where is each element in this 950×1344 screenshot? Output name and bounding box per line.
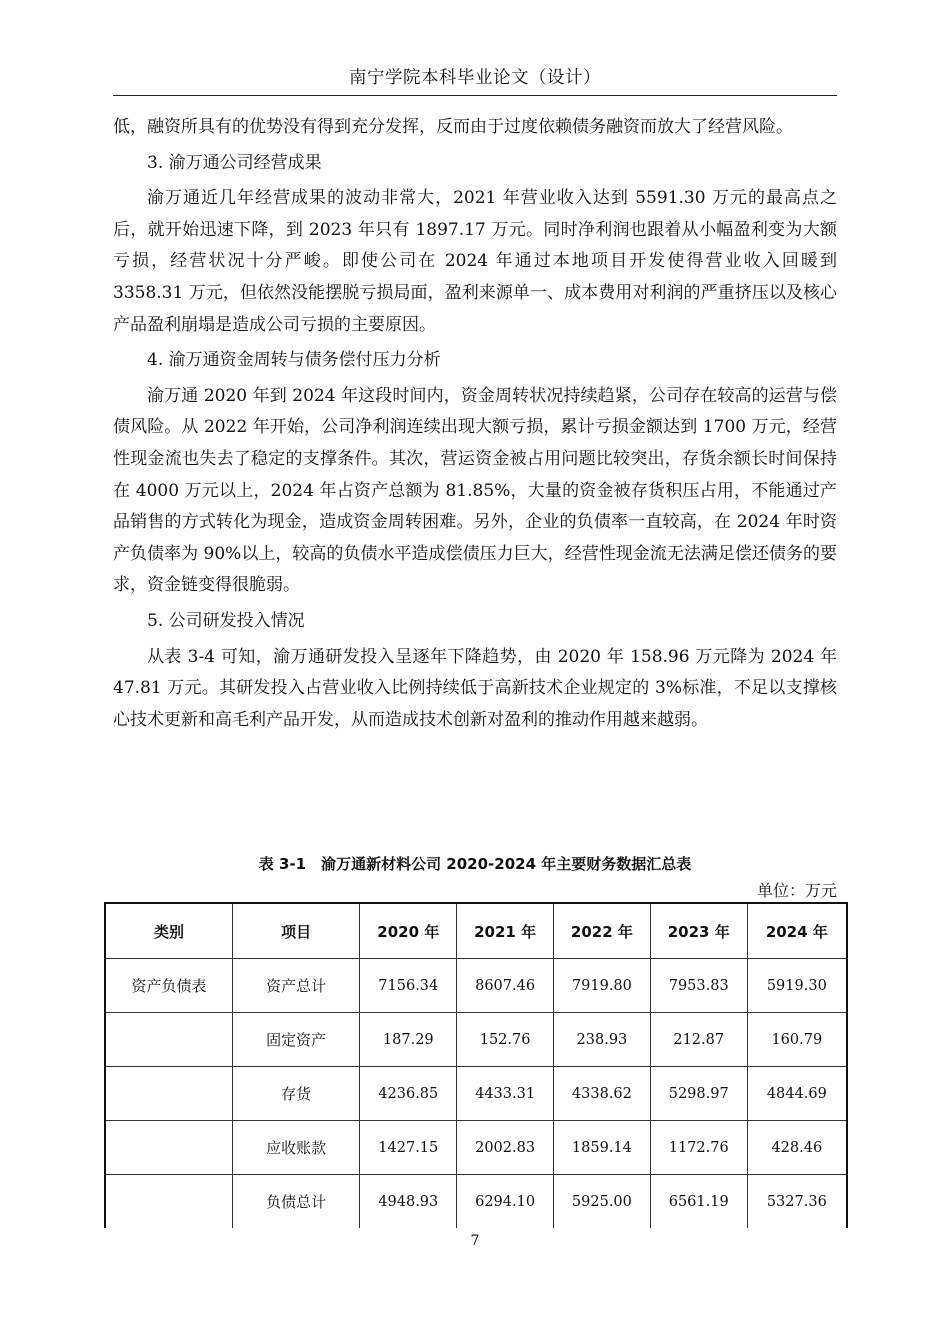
cell-value: 7156.34 <box>360 959 457 1013</box>
cell-value: 5327.36 <box>747 1175 847 1230</box>
page-number: 7 <box>470 1233 480 1249</box>
header-year-2022: 2022 年 <box>554 903 651 959</box>
paragraph-operating-results: 渝万通近几年经营成果的波动非常大，2021 年营业收入达到 5591.30 万元的最高点之后，就开始迅速下降，到 2023 年只有 1897.17 万元。同时净利润也跟着从小幅盈利变为大额亏损，经营状况十分严峻。即使公司在 2024 年通过本地项目开发使得营业收入回暖到 3358.31 万元，但依然没能摆脱亏损局面，盈利来源单一、成本费用对利润的严重挤压以及核心产品盈利崩塌是造成公司亏损的主要原因。 <box>113 188 837 335</box>
cell-value: 4433.31 <box>457 1067 554 1121</box>
cell-category: 资产负债表 <box>105 959 232 1013</box>
header-category: 类别 <box>105 903 232 959</box>
cell-value: 6561.19 <box>650 1175 747 1230</box>
cell-category <box>105 1121 232 1175</box>
table-row <box>105 1013 847 1067</box>
header-rule <box>113 95 837 96</box>
section-heading-4: 4. 渝万通资金周转与债务偿付压力分析 <box>147 350 441 371</box>
cell-value: 187.29 <box>360 1013 457 1067</box>
cell-value: 5925.00 <box>554 1175 651 1230</box>
header-item: 项目 <box>232 903 359 959</box>
section-heading-5: 5. 公司研发投入情况 <box>147 610 305 631</box>
cell-value: 160.79 <box>747 1013 847 1067</box>
cell-value: 238.93 <box>554 1013 651 1067</box>
paragraph-capital-turnover: 渝万通 2020 年到 2024 年这段时间内，资金周转状况持续趋紧，公司存在较高的运营与偿债风险。从 2022 年开始，公司净利润连续出现大额亏损，累计亏损金额达到 1700 万元，经营性现金流也失去了稳定的支撑条件。其次，营运资金被占用问题比较突出，存货余额长时间保持在 4000 万元以上，2024 年占资产总额为 81.85%，大量的资金被存货积压占用，不能通过产品销售的方式转化为现金，造成资金周转困难。另外，企业的负债率一直较高，在 2024 年时资产负债率为 90%以上，较高的负债水平造成偿债压力巨大，经营性现金流无法满足偿还债务的要求，资金链变得很脆弱。 <box>113 385 837 596</box>
cell-value: 5298.97 <box>650 1067 747 1121</box>
cell-value: 1172.76 <box>650 1121 747 1175</box>
paragraph-continuation: 低，融资所具有的优势没有得到充分发挥，反而由于过度依赖债务融资而放大了经营风险。 <box>113 117 793 137</box>
cell-value: 4844.69 <box>747 1067 847 1121</box>
cell-value: 1859.14 <box>554 1121 651 1175</box>
cell-value: 2002.83 <box>457 1121 554 1175</box>
cell-category <box>105 1175 232 1230</box>
cell-category <box>105 1067 232 1121</box>
cell-value: 8607.46 <box>457 959 554 1013</box>
cell-value: 428.46 <box>747 1121 847 1175</box>
cell-value: 1427.15 <box>360 1121 457 1175</box>
financial-data-table <box>104 902 848 1230</box>
cell-value: 4236.85 <box>360 1067 457 1121</box>
cell-item: 存货 <box>232 1067 359 1121</box>
table-caption: 表 3-1 渝万通新材料公司 2020-2024 年主要财务数据汇总表 <box>258 855 692 873</box>
cell-item: 固定资产 <box>232 1013 359 1067</box>
cell-category <box>105 1013 232 1067</box>
cell-value: 4948.93 <box>360 1175 457 1230</box>
table-row <box>105 959 847 1013</box>
table-header-row <box>105 903 847 959</box>
cell-item: 资产总计 <box>232 959 359 1013</box>
cell-value: 5919.30 <box>747 959 847 1013</box>
header-year-2024: 2024 年 <box>747 903 847 959</box>
body-text <box>113 112 837 736</box>
page-header-title: 南宁学院本科毕业论文（设计） <box>349 68 601 88</box>
paragraph-rd-investment: 从表 3-4 可知，渝万通研发投入呈逐年下降趋势，由 2020 年 158.96 万元降为 2024 年 47.81 万元。其研发投入占营业收入比例持续低于高新技术企业规定的 3%标准，不足以支撑核心技术更新和高毛利产品开发，从而造成技术创新对盈利的推动作用越来越弱。 <box>113 646 837 730</box>
table-row <box>105 1121 847 1175</box>
cell-item: 应收账款 <box>232 1121 359 1175</box>
table-row <box>105 1067 847 1121</box>
cell-value: 4338.62 <box>554 1067 651 1121</box>
cell-value: 7919.80 <box>554 959 651 1013</box>
cell-value: 7953.83 <box>650 959 747 1013</box>
table-unit-label: 单位：万元 <box>756 881 837 900</box>
header-year-2021: 2021 年 <box>457 903 554 959</box>
cell-value: 212.87 <box>650 1013 747 1067</box>
header-year-2020: 2020 年 <box>360 903 457 959</box>
cell-item: 负债总计 <box>232 1175 359 1230</box>
cell-value: 6294.10 <box>457 1175 554 1230</box>
header-year-2023: 2023 年 <box>650 903 747 959</box>
table-row <box>105 1175 847 1230</box>
section-heading-3: 3. 渝万通公司经营成果 <box>147 152 322 173</box>
cell-value: 152.76 <box>457 1013 554 1067</box>
